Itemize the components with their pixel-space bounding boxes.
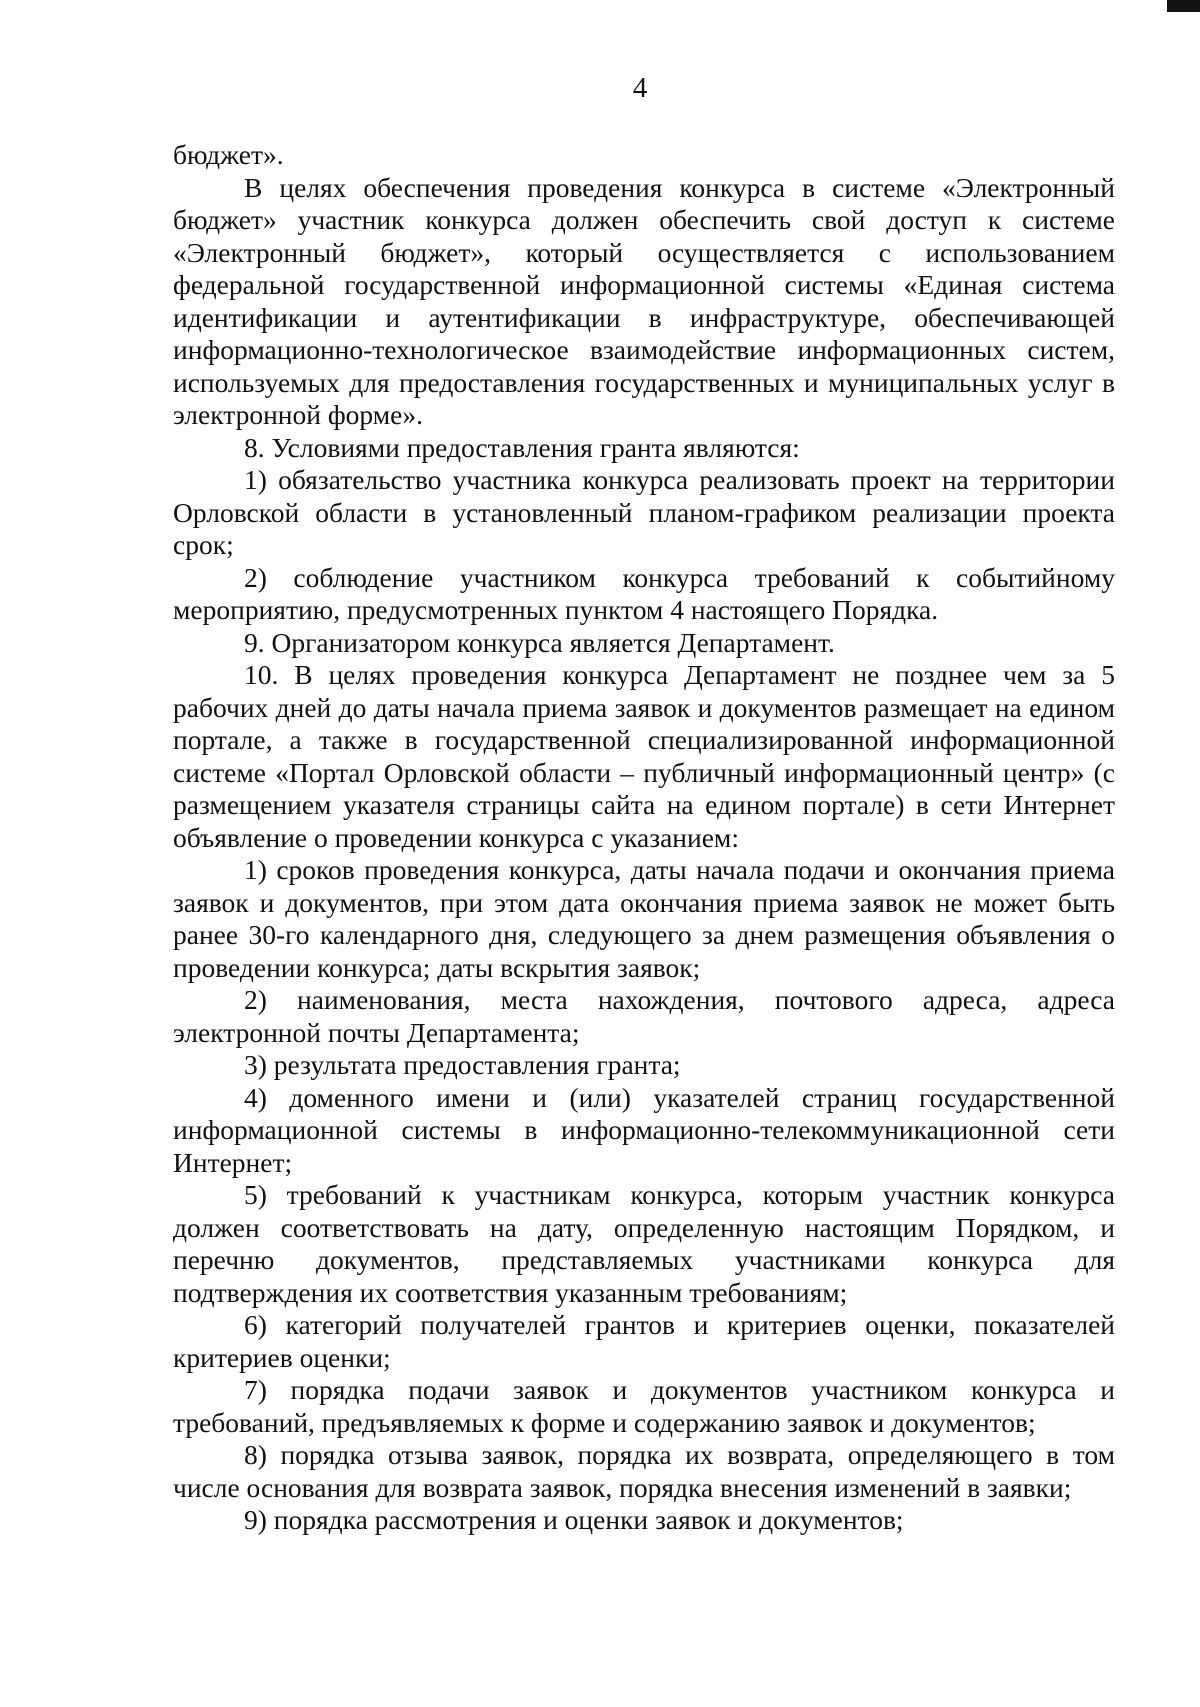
paragraph-item-10-4: 4) доменного имени и (или) указателей страниц государственной информационной системы в информационно-телекоммуникационной сети Интернет; bbox=[173, 1081, 1115, 1178]
paragraph-item-10: 10. В целях проведения конкурса Департамент не позднее чем за 5 рабочих дней до даты начала приема заявок и документов размещает на едином портале, а также в государственной специализированной информационной системе «Портал Орловской области – публичный информационный центр» (с размещением указателя страницы сайта на едином портале) в сети Интернет объявление о проведении конкурса с указанием: bbox=[173, 659, 1115, 853]
paragraph-item-10-3: 3) результата предоставления гранта; bbox=[244, 1049, 681, 1080]
paragraph-item-8-2: 2) соблюдение участником конкурса требований к событийному мероприятию, предусмотренных пунктом 4 настоящего Порядка. bbox=[173, 561, 1115, 625]
paragraph-item-10-9: 9) порядка рассмотрения и оценки заявок и документов; bbox=[244, 1504, 904, 1535]
paragraph-item-8-1: 1) обязательство участника конкурса реализовать проект на территории Орловской области в установленный планом-графиком реализации проекта срок; bbox=[173, 464, 1115, 560]
paragraph-continuation: бюджет». bbox=[173, 139, 284, 170]
paragraph-item-10-1: 1) сроков проведения конкурса, даты начала подачи и окончания приема заявок и документов, при этом дата окончания приема заявок не может быть ранее 30-го календарного дня, следующего за днем размещения объявления о проведении конкурса; даты вскрытия заявок; bbox=[173, 854, 1115, 983]
paragraph-item-10-5: 5) требований к участникам конкурса, которым участник конкурса должен соответствовать на дату, определенную настоящим Порядком, и перечню документов, представляемых участниками конкурса для подтверждения их соответствия указанным требованиям; bbox=[173, 1179, 1115, 1308]
paragraph-item-10-2: 2) наименования, места нахождения, почтового адреса, адреса электронной почты Департамента; bbox=[173, 984, 1115, 1048]
paragraph-item-10-8: 8) порядка отзыва заявок, порядка их возврата, определяющего в том числе основания для возврата заявок, порядка внесения изменений в заявки; bbox=[173, 1439, 1115, 1503]
scan-corner-mark bbox=[1167, 0, 1200, 12]
paragraph-item-9: 9. Организатором конкурса является Департамент. bbox=[244, 626, 835, 658]
page-number: 4 bbox=[632, 72, 648, 104]
paragraph-electronic-budget-access: В целях обеспечения проведения конкурса в системе «Электронный бюджет» участник конкурса должен обеспечить свой доступ к системе «Электронный бюджет», который осуществляется с использованием федеральной государственной информационной системы «Единая система идентификации и аутентификации в инфраструктуре, обеспечивающей информационно-технологическое взаимодействие информационных систем, используемых для предоставления государственных и муниципальных услуг в электронной форме». bbox=[173, 171, 1115, 430]
paragraph-item-10-7: 7) порядка подачи заявок и документов участником конкурса и требований, предъявляемых к форме и содержанию заявок и документов; bbox=[173, 1374, 1115, 1438]
document-body bbox=[173, 139, 1115, 1537]
paragraph-item-10-6: 6) категорий получателей грантов и критериев оценки, показателей критериев оценки; bbox=[173, 1309, 1115, 1373]
paragraph-item-8-heading: 8. Условиями предоставления гранта являются: bbox=[244, 431, 800, 463]
